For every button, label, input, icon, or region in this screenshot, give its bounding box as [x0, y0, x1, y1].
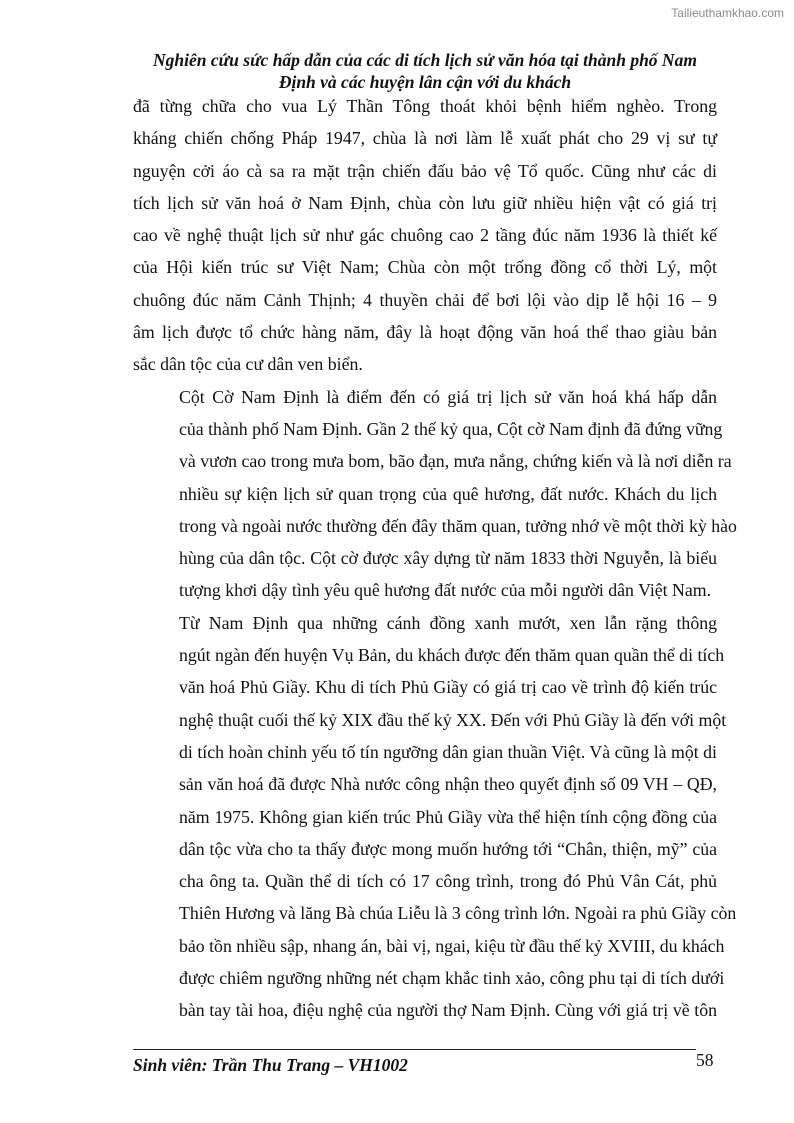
text-line: sắc dân tộc của cư dân ven biển.: [133, 354, 363, 375]
footer-student: Sinh viên: Trần Thu Trang – VH1002: [133, 1055, 408, 1075]
text-line: của Hội kiến trúc sư Việt Nam; Chùa còn một trống đồng cổ thời Lý, một: [133, 257, 717, 278]
text-line: văn hoá Phủ Giầy. Khu di tích Phủ Giầy có giá trị cao về trình độ kiến trúc: [179, 677, 717, 698]
text-line: năm 1975. Không gian kiến trúc Phủ Giầy vừa thể hiện tính cộng đồng của: [179, 806, 717, 827]
text-line: ngút ngàn đến huyện Vụ Bản, du khách được đến thăm quan quần thể di tích: [179, 645, 725, 666]
text-line: hùng của dân tộc. Cột cờ được xây dựng từ năm 1833 thời Nguyễn, là biểu: [179, 548, 717, 569]
text-line: dân tộc vừa cho ta thấy được mong muốn hướng tới “Chân, thiện, mỹ” của: [179, 838, 717, 859]
text-line: cao về nghệ thuật lịch sử như gác chuông cao 2 tầng đúc năm 1936 là thiết kế: [133, 225, 717, 246]
text-line: Cột Cờ Nam Định là điểm đến có giá trị lịch sử văn hoá khá hấp dẫn: [179, 386, 717, 407]
text-line: kháng chiến chống Pháp 1947, chùa là nơi làm lễ xuất phát cho 29 vị sư tự: [133, 128, 717, 149]
text-line: Từ Nam Định qua những cánh đồng xanh mướt, xen lẫn rặng thông: [179, 612, 717, 633]
text-line: cha ông ta. Quần thể di tích có 17 công trình, trong đó Phủ Vân Cát, phủ: [179, 871, 717, 892]
header-line-2: Định và các huyện lân cận với du khách: [278, 72, 572, 92]
text-line: tượng khơi dậy tình yêu quê hương đất nước của mỗi người dân Việt Nam.: [179, 580, 712, 601]
text-line: chuông đúc năm Cảnh Thịnh; 4 thuyền chải để bơi lội vào dịp lễ hội 16 – 9: [133, 289, 717, 310]
paragraph-1: [133, 90, 717, 381]
text-line: âm lịch được tổ chức hàng năm, đây là hoạt động văn hoá thể thao giàu bản: [133, 322, 717, 343]
text-line: sản văn hoá đã được Nhà nước công nhận theo quyết định số 09 VH – QĐ,: [179, 774, 717, 795]
text-line: trong và ngoài nước thường đến đây thăm quan, tưởng nhớ về một thời kỳ hào: [179, 515, 737, 536]
paragraph-2: [133, 381, 737, 607]
body-text: [133, 90, 737, 1027]
running-header: [125, 49, 725, 93]
text-line: bàn tay tài hoa, điệu nghệ của người thợ Nam Định. Cùng với giá trị về tôn: [179, 1000, 717, 1021]
text-line: và vươn cao trong mưa bom, bão đạn, mưa nắng, chứng kiến và là nơi diễn ra: [179, 451, 732, 472]
text-line: di tích hoàn chỉnh yếu tố tín ngưỡng dân gian thuần Việt. Và cũng là một di: [179, 741, 717, 762]
header-line-1: Nghiên cứu sức hấp dẫn của các di tích lịch sử văn hóa tại thành phố Nam: [153, 50, 697, 70]
text-line: nguyện cởi áo cà sa ra mặt trận chiến đấu bảo vệ Tổ quốc. Cũng như các di: [133, 160, 717, 181]
text-line: bảo tồn nhiều sập, nhang án, bài vị, ngai, kiệu từ đầu thế kỷ XVIII, du khách: [179, 935, 725, 956]
watermark: Tailieuthamkhao.com: [671, 6, 784, 20]
paragraph-3: [133, 607, 737, 1027]
page-number: 58: [696, 1050, 714, 1070]
footer-divider: [133, 1049, 696, 1050]
text-line: của thành phố Nam Định. Gần 2 thế kỷ qua, Cột cờ Nam định đã đứng vững: [179, 418, 723, 439]
text-line: tích lịch sử văn hoá ở Nam Định, chùa còn lưu giữ nhiều hiện vật có giá trị: [133, 192, 717, 213]
text-line: nhiều sự kiện lịch sử quan trọng của quê hương, đất nước. Khách du lịch: [179, 483, 717, 504]
text-line: Thiên Hương và lăng Bà chúa Liễu là 3 công trình lớn. Ngoài ra phủ Giầy còn: [179, 903, 737, 924]
text-line: đã từng chữa cho vua Lý Thần Tông thoát khỏi bệnh hiểm nghèo. Trong: [133, 96, 717, 116]
text-line: được chiêm ngưỡng những nét chạm khắc tinh xảo, công phu tại di tích dưới: [179, 968, 725, 989]
text-line: nghệ thuật cuối thế kỷ XIX đầu thế kỷ XX. Đến với Phủ Giầy là đến với một: [179, 709, 727, 730]
